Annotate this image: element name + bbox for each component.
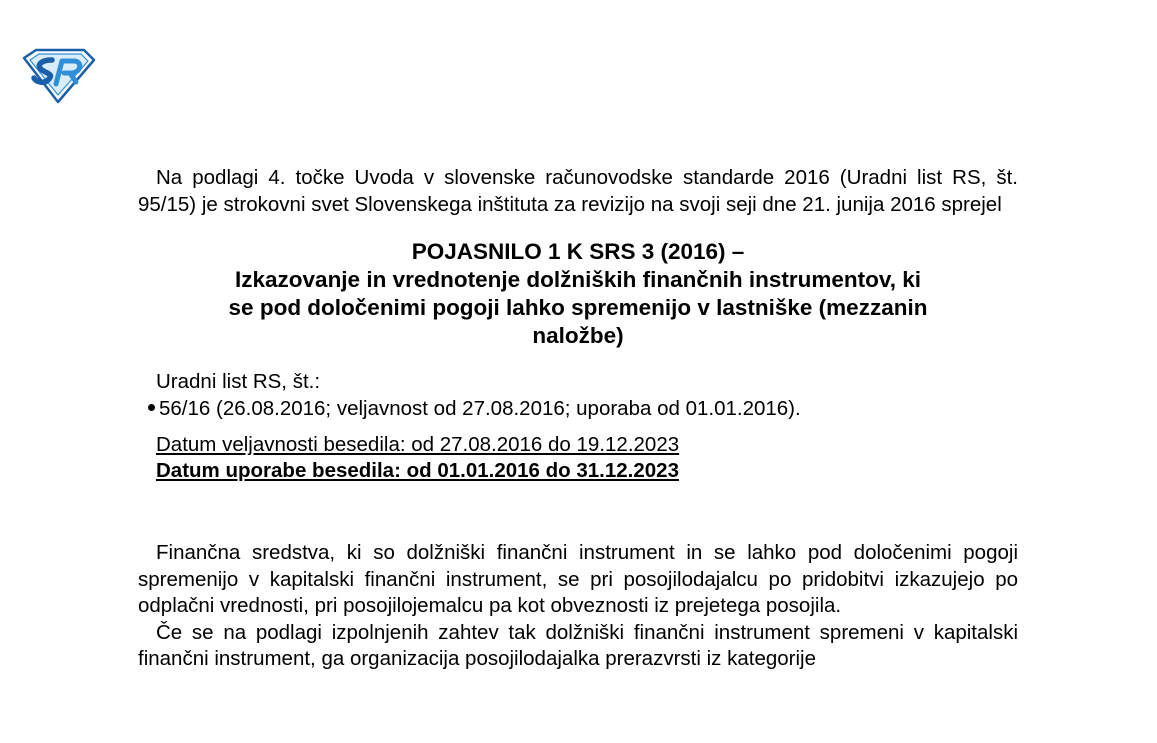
gazette-reference — [138, 369, 1018, 422]
gazette-item-text: 56/16 (26.08.2016; veljavnost od 27.08.2016; uporaba od 01.01.2016). — [159, 396, 801, 420]
gazette-label: Uradni list RS, št.: — [156, 370, 321, 393]
title-line: POJASNILO 1 K SRS 3 (2016) – — [411, 239, 745, 264]
validity-dates — [138, 432, 1018, 484]
title-line: se pod določenimi pogoji lahko spremenijo v lastniške (mezzanin — [228, 295, 928, 320]
bullet-icon — [148, 404, 155, 411]
body-paragraph: Če se na podlagi izpolnjenih zahtev tak dolžniški finančni instrument spremeni v kapitalski finančni instrument, ga organizacija posojilodajalka prerazvrsti iz kategorije — [138, 620, 1018, 670]
validity-date: Datum veljavnosti besedila: od 27.08.2016 do 19.12.2023 — [156, 433, 680, 456]
document-title — [138, 238, 1018, 350]
application-date: Datum uporabe besedila: od 01.01.2016 do 31.12.2023 — [156, 459, 679, 482]
body-text — [138, 540, 1018, 673]
title-line: naložbe) — [532, 323, 624, 348]
institute-logo — [22, 48, 96, 104]
gazette-list-item — [148, 396, 1018, 423]
title-line: Izkazovanje in vrednotenje dolžniških finančnih instrumentov, ki — [235, 267, 921, 292]
body-paragraph: Finančna sredstva, ki so dolžniški finančni instrument in se lahko pod določenimi pogoji spremenijo v kapitalski finančni instrument, se pri posojilodajalcu po pridobitvi izkazujejo po odplačni vrednosti, pri posojilojemalcu pa kot obveznosti iz prejetega posojila. — [138, 541, 1018, 617]
intro-paragraph: Na podlagi 4. točke Uvoda v slovenske računovodske standarde 2016 (Uradni list RS, št. 95/15) je strokovni svet Slovenskega inštituta za revizijo na svoji seji dne 21. junija 2016 sprejel — [138, 166, 1018, 216]
document-page — [138, 165, 1018, 673]
